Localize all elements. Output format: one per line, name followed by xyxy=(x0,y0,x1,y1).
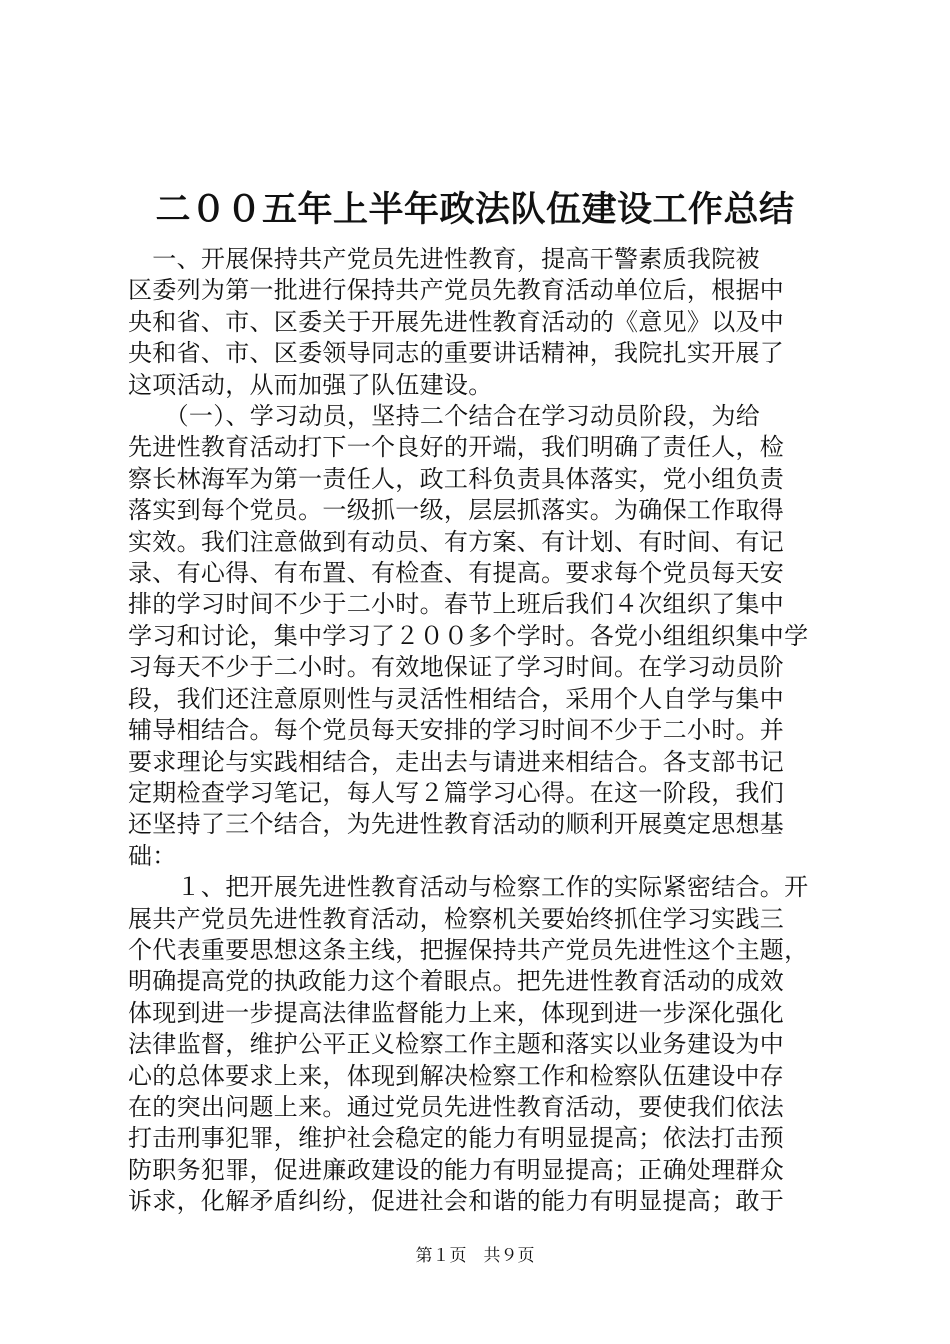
text-line: 要求理论与实践相结合，走出去与请进来相结合。各支部书记 xyxy=(128,747,785,776)
text-line: 这项活动，从而加强了队伍建设。 xyxy=(128,370,493,399)
text-line: 明确提高党的执政能力这个着眼点。把先进性教育活动的成效 xyxy=(128,967,785,996)
document-title: 二００五年上半年政法队伍建设工作总结 xyxy=(155,189,795,230)
text-line: １、把开展先进性教育活动与检察工作的实际紧密结合。开 xyxy=(128,873,809,902)
text-line: 打击刑事犯罪，维护社会稳定的能力有明显提高；依法打击预 xyxy=(128,1124,785,1153)
text-line: 察长林海军为第一责任人，政工科负责具体落实，党小组负责 xyxy=(128,464,785,493)
text-line: 央和省、市、区委领导同志的重要讲话精神，我院扎实开展了 xyxy=(128,339,785,368)
text-line: 法律监督，维护公平正义检察工作主题和落实以业务建设为中 xyxy=(128,1030,785,1059)
text-line: 一、开展保持共产党员先进性教育，提高干警素质我院被 xyxy=(128,245,760,273)
text-line: 体现到进一步提高法律监督能力上来，体现到进一步深化强化 xyxy=(128,998,785,1027)
text-line: 展共产党员先进性教育活动，检察机关要始终抓住学习实践三 xyxy=(128,904,785,933)
page-footer: 第１页 共９页 xyxy=(415,1246,535,1266)
text-line: 心的总体要求上来，体现到解决检察工作和检察队伍建设中存 xyxy=(128,1061,785,1090)
text-line: 区委列为第一批进行保持共产党员先教育活动单位后，根据中 xyxy=(128,276,785,305)
text-line: 学习和讨论，集中学习了２００多个学时。各党小组组织集中学 xyxy=(128,621,809,650)
document-body xyxy=(128,244,832,1218)
paragraph-1 xyxy=(128,244,832,401)
text-line: 央和省、市、区委关于开展先进性教育活动的《意见》以及中 xyxy=(128,307,785,336)
text-line: 防职务犯罪，促进廉政建设的能力有明显提高；正确处理群众 xyxy=(128,1155,785,1184)
text-line: 录、有心得、有布置、有检查、有提高。要求每个党员每天安 xyxy=(128,559,785,588)
text-line: 辅导相结合。每个党员每天安排的学习时间不少于二小时。并 xyxy=(128,716,785,745)
text-line: （一）、学习动员，坚持二个结合在学习动员阶段，为给 xyxy=(128,402,761,431)
text-line: 还坚持了三个结合，为先进性教育活动的顺利开展奠定思想基 xyxy=(128,810,785,839)
text-line: 础： xyxy=(128,841,177,870)
text-line: 段，我们还注意原则性与灵活性相结合，采用个人自学与集中 xyxy=(128,684,785,713)
text-line: 实效。我们注意做到有动员、有方案、有计划、有时间、有记 xyxy=(128,527,785,556)
text-line: 先进性教育活动打下一个良好的开端，我们明确了责任人，检 xyxy=(128,433,785,462)
paragraph-3 xyxy=(128,872,832,1217)
text-line: 在的突出问题上来。通过党员先进性教育活动，要使我们依法 xyxy=(128,1092,785,1121)
paragraph-2 xyxy=(128,401,832,872)
text-line: 习每天不少于二小时。有效地保证了学习时间。在学习动员阶 xyxy=(128,653,785,682)
text-line: 落实到每个党员。一级抓一级，层层抓落实。为确保工作取得 xyxy=(128,496,785,525)
text-line: 个代表重要思想这条主线，把握保持共产党员先进性这个主题， xyxy=(128,935,809,964)
text-line: 诉求，化解矛盾纠纷，促进社会和谐的能力有明显提高；敢于 xyxy=(128,1187,785,1216)
text-line: 定期检查学习笔记，每人写２篇学习心得。在这一阶段，我们 xyxy=(128,778,785,807)
text-line: 排的学习时间不少于二小时。春节上班后我们４次组织了集中 xyxy=(128,590,785,619)
